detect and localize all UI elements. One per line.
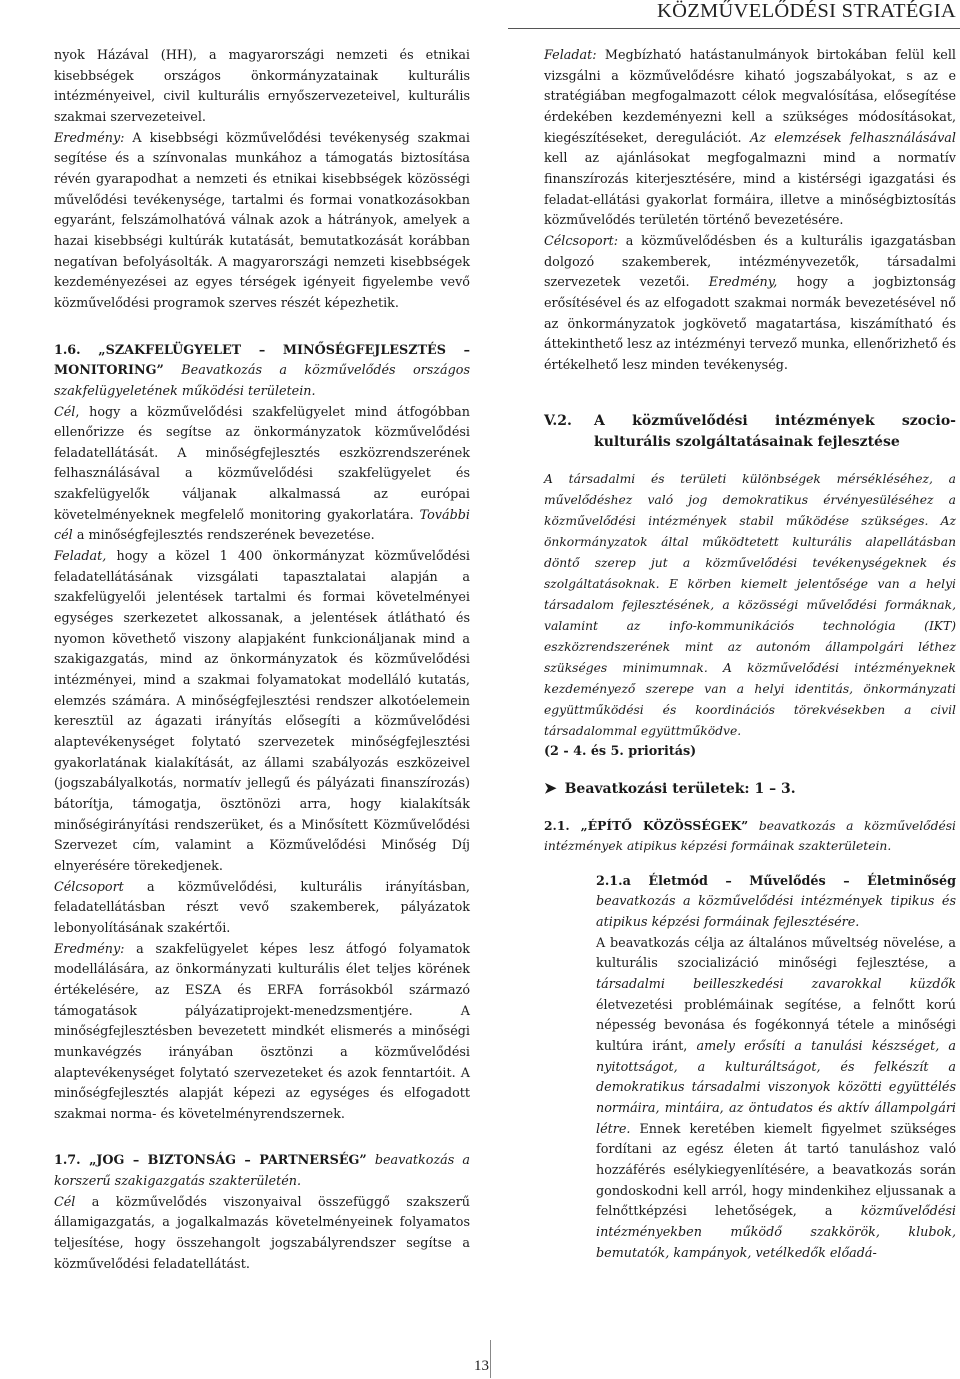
text: Megbízható hatástanulmányok birtokában felül kell vizsgálni a közművelődésre kiható jogszabályokat, s az e stratégiában megfogalmazott célok megvalósítása, elősegítése érdekében kezdeményezni kell a szükséges módosításokat, kiegészítéseket, deregulációt.	[544, 48, 956, 146]
text: életvezetési problémáinak segítése, a felnőtt korú népesség bevonása és fogékonnyá tétele a minőségi kultúra iránt,	[596, 997, 956, 1055]
text: a közművelődésben és a kulturális igazgatásban dolgozó szakemberek, intézményvezetők, társadalmi szervezetek vezetői.	[544, 233, 956, 291]
section-subtitle: beavatkozás a korszerű szakigazgatás szakterületén.	[54, 1153, 470, 1190]
section-heading-2-1	[544, 816, 956, 856]
left-column	[54, 46, 470, 1275]
intro-paragraph: A társadalmi és területi különbségek mérsékléséhez, a művelődéshez való jog demokratikus érvényesüléséhez a közművelődési intézmények stabil működése szükséges. Az önkormányzatok által működtetett kulturális alapellátásban döntő szerep jut a közművelődési tevékenységeknek és szolgáltatásoknak. E körben kiemelt jelentősége van a helyi társadalom fejlesztésének, a közösségi művelődési formáknak, valamint az info-kommunikációs technológia (IKT) eszközrendszerének mint az autonóm állampolgári léthez szükséges minimumnak. A közművelődési intézményeknek kezdeményező szerepe van a helyi identitás, önkormányzati együttműködési és koordinációs törekvésekben a civil társadalommal együttműködve.	[544, 471, 956, 738]
text: Ennek keretében kiemelt figyelmet szükséges fordítani az egész életen át tartó tanuláshoz való hozzáférés esélykiegyenlítésére, a beavatkozás során gondoskodni kell arról, hogy mindenkihez eljussanak a felnőttképzési lehetőségek, a	[596, 1121, 956, 1220]
section-title: 1.7. „JOG – BIZTONSÁG – PARTNERSÉG”	[54, 1153, 367, 1169]
label: Eredmény:	[54, 941, 125, 957]
text: A kisebbségi közművelődési tevékenység szakmai segítése és a színvonalas munkához a támogatás biztosítása révén gyarapodhat a nemzeti és etnikai kisebbségek közösségi művelődési tevékenysége, tartalmi és formai vonatkozásokban egyaránt, felszámolhatóvá válnak azok a hátrányok, amelyek a hazai kisebbségi kultúrák kutatását, bemutatkozását korábban negatívan befolyásolták. A magyarországi nemzeti kisebbségek kezdeményezései az egyes térségek igényeit figyelembe vevő közművelődési programok szerves részét képezhetik.	[54, 130, 470, 311]
subsection-subtitle: beavatkozás a közművelődési intézmények tipikus és atipikus képzési formáinak fejlesztésére.	[596, 894, 956, 931]
label: Cél	[54, 404, 76, 420]
running-header: KÖZMŰVELŐDÉSI STRATÉGIA	[656, 0, 956, 22]
label: Eredmény,	[708, 275, 778, 291]
subsection-2-1-a	[596, 872, 956, 1264]
paragraph	[54, 878, 470, 940]
text: kell az ajánlásokat megfogalmazni mind a normatív finanszírozás kiterjesztésére, mind a kistérségi igazgatási és feladat-ellátási gyakorlat formáira, illetve a minőségbiztosítás közművelődés területén történő bevezetésére.	[544, 151, 956, 229]
subsection-heading	[596, 872, 956, 934]
section-number: V.2.	[544, 412, 572, 429]
paragraph	[54, 403, 470, 548]
text: a minőségfejlesztés rendszerének bevezetése.	[72, 528, 375, 544]
paragraph	[54, 1193, 470, 1276]
section-heading-1-6	[54, 341, 470, 403]
label: Feladat:	[544, 48, 597, 63]
emphasis: Az elemzések felhasználásával	[749, 130, 956, 146]
text: a szakfelügyelet képes lesz átfogó folyamatok modellálására, az önkormányzati kulturális élet teljes körének értékelésére, az ESZA és ERFA forrásokból származó támogatások pályázatiprojekt-menedzsmentjére. A minőségfejlesztésben bevezetett mindkét elismerés a minőségi munkavégzés irányában ösztönzi a közművelődési alaptevékenységet folytató szervezeteket és azok fenntartóit. A minőségfejlesztés alapját képezi az egységes és elfogadott szakmai norma- és követelményrendszernek.	[54, 941, 470, 1122]
label: Eredmény:	[54, 130, 125, 146]
label: További cél	[54, 507, 470, 544]
section-heading-v2	[544, 411, 956, 453]
paragraph	[544, 46, 956, 232]
paragraph	[54, 547, 470, 878]
label: Feladat,	[54, 549, 107, 565]
section-title: 2.1. „ÉPÍTŐ KÖZÖSSÉGEK”	[544, 817, 749, 833]
heading-text: Beavatkozási területek: 1 – 3.	[564, 781, 796, 798]
section-subtitle: beavatkozás a közművelődési intézmények atipikus képzési formáinak szakterületein.	[544, 818, 956, 853]
label: Cél	[54, 1194, 76, 1210]
emphasis: közművelődési intézményekben működő szakkörök, klubok, bemutatók, kampányok, vetélkedők előadá-	[596, 1204, 956, 1261]
page-number: 13	[474, 1358, 489, 1374]
page-number-rule	[490, 1340, 491, 1378]
paragraph	[544, 232, 956, 377]
paragraph: nyok Házával (HH), a magyarországi nemzeti és etnikai kisebbségek országos önkormányzatainak kulturális intézményeivel, civil kulturális ernyőszervezeteivel, kulturális szakmai szervezeteivel.	[54, 48, 470, 125]
header-rule	[508, 28, 960, 29]
text: a közművelődés viszonyaival összefüggő szakszerű államigazgatás, a jogalkalmazás követelményeinek folyamatos teljesítése, hogy összehangolt jogszabályrendszer segítse a közművelődési feladatellátást.	[54, 1194, 470, 1272]
text: hogy a közel 1 400 önkormányzat közművelődési feladatellátásának vizsgálati tapasztalatai alapján a szakfelügyelői jelentések tartalmi és formai követelményei egységes szerkezetet alkossanak, a jelentések átlátható és nyomon követhető viszony alapjaként funkcionáljanak mind a szakigazgatás, mind az önkormányzatok és közművelődési intézményei, mind a szakmai folyamatokat modelláló kutatás, elemzés számára. A minőségfejlesztési rendszer alkotóelemein keresztül az ágazati irányítás elősegíti a közművelődési alaptevékenységet folytató szervezetek minőségfejlesztési gyakorlatának kialakítását, az állami szabályozás eszközeivel (jogszabályalkotás, normatív jellegű és pályázati finanszírozás) bátorítja, támogatja, ösztönözi arra, hogy kialakítsák minőségirányítási rendszerüket, és a Minősített Közművelődési Szervezet cím, valamint a Közművelődési Minőség Díj elnyerésére törekedjenek.	[54, 549, 470, 874]
priority-note: (2 - 4. és 5. prioritás)	[544, 743, 697, 759]
section-heading-1-7	[54, 1151, 470, 1192]
text: , hogy a közművelődési szakfelügyelet mind átfogóbban ellenőrizze és segítse az önkormányzatok közművelődési feladatellátását. A minőségfejlesztés eszközrendszerének felhasználásával a közművelődési szakfelügyelet és szakfelügyelők váljanak alkalmassá az európai követelményeknek megfelelő monitoring gyakorlatára.	[54, 404, 470, 523]
intervention-areas-heading	[544, 778, 956, 800]
text: hogy a jogbiztonság erősítésével és az elfogadott szakmai normák bevezetésével nő az önkormányzatok jogkövető magatartása, kiszámítható és áttekinthető lesz az intézményi tervező munka, ellenőrizhető és értékelhető lesz minden tevékenység.	[544, 275, 957, 373]
section-title: 1.6. „SZAKFELÜGYELET – MINŐSÉGFEJLESZTÉS – MONITORING”	[54, 342, 470, 379]
paragraph	[54, 129, 470, 315]
emphasis: társadalmi beilleszkedési zavarokkal küzdők	[596, 977, 956, 993]
paragraph	[596, 934, 956, 1265]
right-column	[544, 46, 956, 1264]
subsection-title: 2.1.a Életmód – Művelődés – Életminőség	[596, 873, 956, 889]
arrow-bullet-icon: ➤	[544, 779, 557, 798]
label: Célcsoport	[54, 879, 124, 895]
text: A beavatkozás célja az általános műveltség növelése, a kulturális szocializáció minőségi fejlesztése, a	[596, 935, 956, 972]
section-title: A közművelődési intézmények szocio-kulturális szolgáltatásainak fejlesztése	[594, 412, 956, 450]
section-subtitle: Beavatkozás a közművelődés országos szakfelügyeletének működési területein.	[54, 363, 470, 399]
text: a közművelődési, kulturális irányításban, feladatellátásban részt vevő szakemberek, pályázatok lebonyolításának szakértői.	[54, 879, 470, 936]
label: Célcsoport:	[544, 233, 619, 249]
emphasis: amely erősíti a tanulási készséget, a nyitottságot, a kulturáltságot, és felkészít a demokratikus társadalmi viszonyok közötti együttélés normáira, mintáira, az öntudatos és aktív állampolgári létre.	[596, 1039, 956, 1137]
paragraph	[54, 940, 470, 1126]
